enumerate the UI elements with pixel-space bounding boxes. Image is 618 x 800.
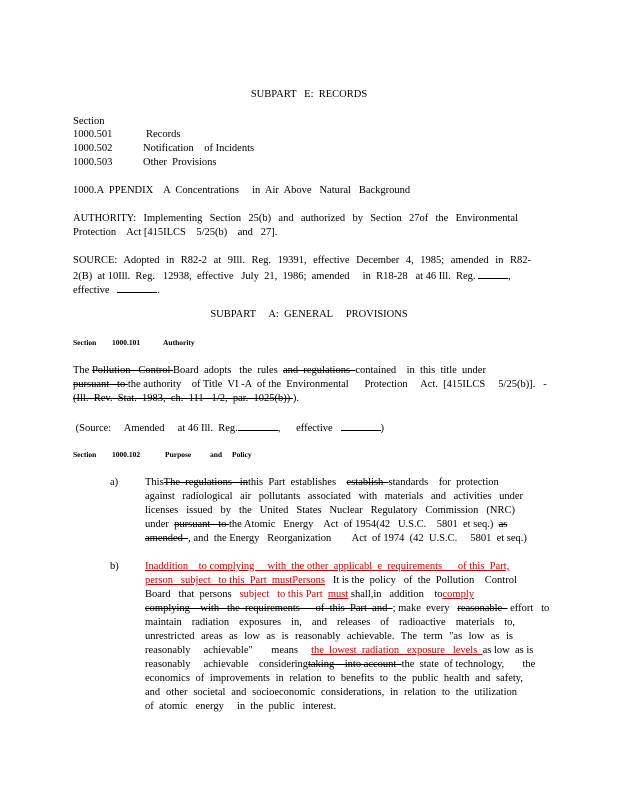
deleted-text: taking into account [307, 659, 402, 670]
text-run: reasonably achievable considering [145, 659, 308, 670]
purpose-paragraph-line [145, 518, 507, 532]
source-note: (Source: Amended at 46 Ill. Reg. , effective ) [73, 420, 384, 436]
inserted-text: comply [442, 589, 474, 600]
policy-paragraph-line: and other societal and socioeconomic considerations, in relation to the utilization [145, 687, 517, 698]
section-name: Authority [163, 338, 195, 347]
purpose-paragraph-line: against radiological air pollutants associated with materials and activities under [145, 491, 523, 502]
blank-line [341, 420, 381, 431]
inserted-text: person subject to this Part mustPersons [145, 575, 325, 586]
effective-label: effective [73, 285, 110, 296]
text-run: standards for protection [388, 477, 499, 488]
period: . [157, 285, 161, 296]
blank-line [117, 282, 157, 293]
policy-paragraph-line: maintain radiation exposures in, and releases of radioactive materials to, [145, 617, 515, 628]
source-line: 2(B) at 10Ill. Reg. 12938, effective July 21, 1986; amended in R18-28 at 46 Ill. Reg. , [73, 268, 511, 284]
text-run: this Part establishes [247, 477, 347, 488]
item-label: b) [110, 561, 119, 572]
policy-paragraph-line: economics of improvements in relation to benefits to the public health and safety, [145, 673, 523, 684]
policy-paragraph-line [145, 574, 517, 588]
purpose-paragraph-line: licenses issued by the United States Nuclear Regulatory Commission (NRC) [145, 505, 515, 516]
appendix-entry: 1000.A PPENDIX A Concentrations in Air Above Natural Background [73, 185, 411, 196]
inserted-text: must [327, 589, 349, 600]
deleted-text: The regulations in [163, 477, 248, 488]
inserted-text: Inaddition to complying with the other applicabl e requirements of this Part, [145, 561, 510, 572]
deleted-text: and regulations [282, 365, 356, 376]
blank-line [478, 268, 508, 279]
deleted-text: the lowest radiation exposure levels [311, 645, 483, 656]
policy-paragraph-line: of atomic energy in the public interest. [145, 701, 337, 712]
text-run: as low as is [482, 645, 534, 656]
text-run: ) [380, 423, 385, 434]
toc-entry-number: 1000.501 [73, 129, 113, 140]
authority-line: Protection Act [415ILCS 5/25(b) and 27]. [73, 227, 278, 238]
policy-paragraph-line [145, 644, 533, 658]
deleted-text: establish [346, 477, 389, 488]
text-run: This [145, 477, 164, 488]
text-run: reasonably achievable" means [145, 645, 312, 656]
section-number: 1000.102 [112, 450, 141, 459]
toc-entry-name: Other Provisions [143, 157, 217, 168]
deleted-text: Pollution Control [91, 365, 174, 376]
text-run: under [145, 519, 175, 530]
effective-label: effective [296, 423, 333, 434]
policy-paragraph-line [145, 602, 549, 616]
text-run: the state of technology, the [401, 659, 536, 670]
subpart-a-title: SUBPART A: GENERAL PROVISIONS [210, 309, 408, 320]
authority-paragraph-line [73, 378, 547, 392]
blank-line [238, 420, 278, 431]
text-run: ). [292, 393, 300, 404]
text-run: , and the Energy Reorganization Act of 1974 (42 U.S.C. 5801 et seq.) [188, 533, 527, 544]
text-run: (Source: Amended at 46 Ill. Reg. [73, 423, 238, 434]
policy-paragraph-line: unrestricted areas as low as is reasonably achievable. The term "as low as is [145, 631, 513, 642]
text-run: contained in this title under [355, 365, 486, 376]
section-label: Section [73, 450, 97, 459]
text-run: ; make every [392, 603, 458, 614]
inserted-text: subject to this Part [239, 589, 328, 600]
deleted-text: amended [145, 533, 189, 544]
deleted-text: pursuant to [73, 379, 128, 390]
text-run: effort to [507, 603, 550, 614]
purpose-paragraph-line [145, 532, 527, 546]
toc-entry-name: Records [146, 129, 181, 140]
deleted-text: pursuant to [174, 519, 229, 530]
authority-paragraph-line [73, 364, 486, 378]
toc-heading: Section [73, 116, 105, 127]
authority-paragraph-line [73, 392, 299, 406]
purpose-paragraph-line [145, 476, 499, 490]
toc-entry-name: Notification of Incidents [143, 143, 255, 154]
toc-entry-number: 1000.502 [73, 143, 113, 154]
deleted-text: reasonable [457, 603, 508, 614]
section-label: Section [73, 338, 97, 347]
toc-entry-number: 1000.503 [73, 157, 113, 168]
section-name: and [210, 450, 223, 459]
policy-paragraph-line [145, 658, 535, 672]
policy-paragraph-line [145, 588, 474, 602]
source-line [73, 282, 160, 298]
source-text: 2(B) at 10Ill. Reg. 12938, effective July 21, 1986; amended in R18-28 at 46 Ill. Reg. [73, 271, 476, 282]
text-run: the authority of Title VI -A of the Environmental Protection Act. [415ILCS 5/25(b)]. - [127, 379, 547, 390]
deleted-text: complying with the requirements of this Part and [145, 603, 393, 614]
text-run: The [73, 365, 92, 376]
text-run: Board that persons [145, 589, 240, 600]
deleted-text: (Ill. Rev. Stat. 1983, ch. 111 1/2, par. 1025(b)) [73, 393, 293, 404]
text-run: It is the policy of the Pollution Control [324, 575, 517, 586]
authority-line: AUTHORITY: Implementing Section 25(b) and authorized by Section 27of the Environmental [73, 213, 518, 224]
subpart-e-title: SUBPART E: RECORDS [250, 89, 368, 100]
item-label: a) [110, 477, 119, 488]
section-name: Purpose [165, 450, 192, 459]
section-name: Policy [232, 450, 252, 459]
text-run: the Atomic Energy Act of 1954(42 U.S.C. 5801 et seq.) [229, 519, 499, 530]
text-run: Board adopts the rules [173, 365, 283, 376]
text-run: shall,in addition to [348, 589, 443, 600]
deleted-text: as [498, 519, 508, 530]
source-line: SOURCE: Adopted in R82-2 at 9Ill. Reg. 19391, effective December 4, 1985; amended in R82- [73, 255, 531, 266]
section-number: 1000.101 [112, 338, 141, 347]
